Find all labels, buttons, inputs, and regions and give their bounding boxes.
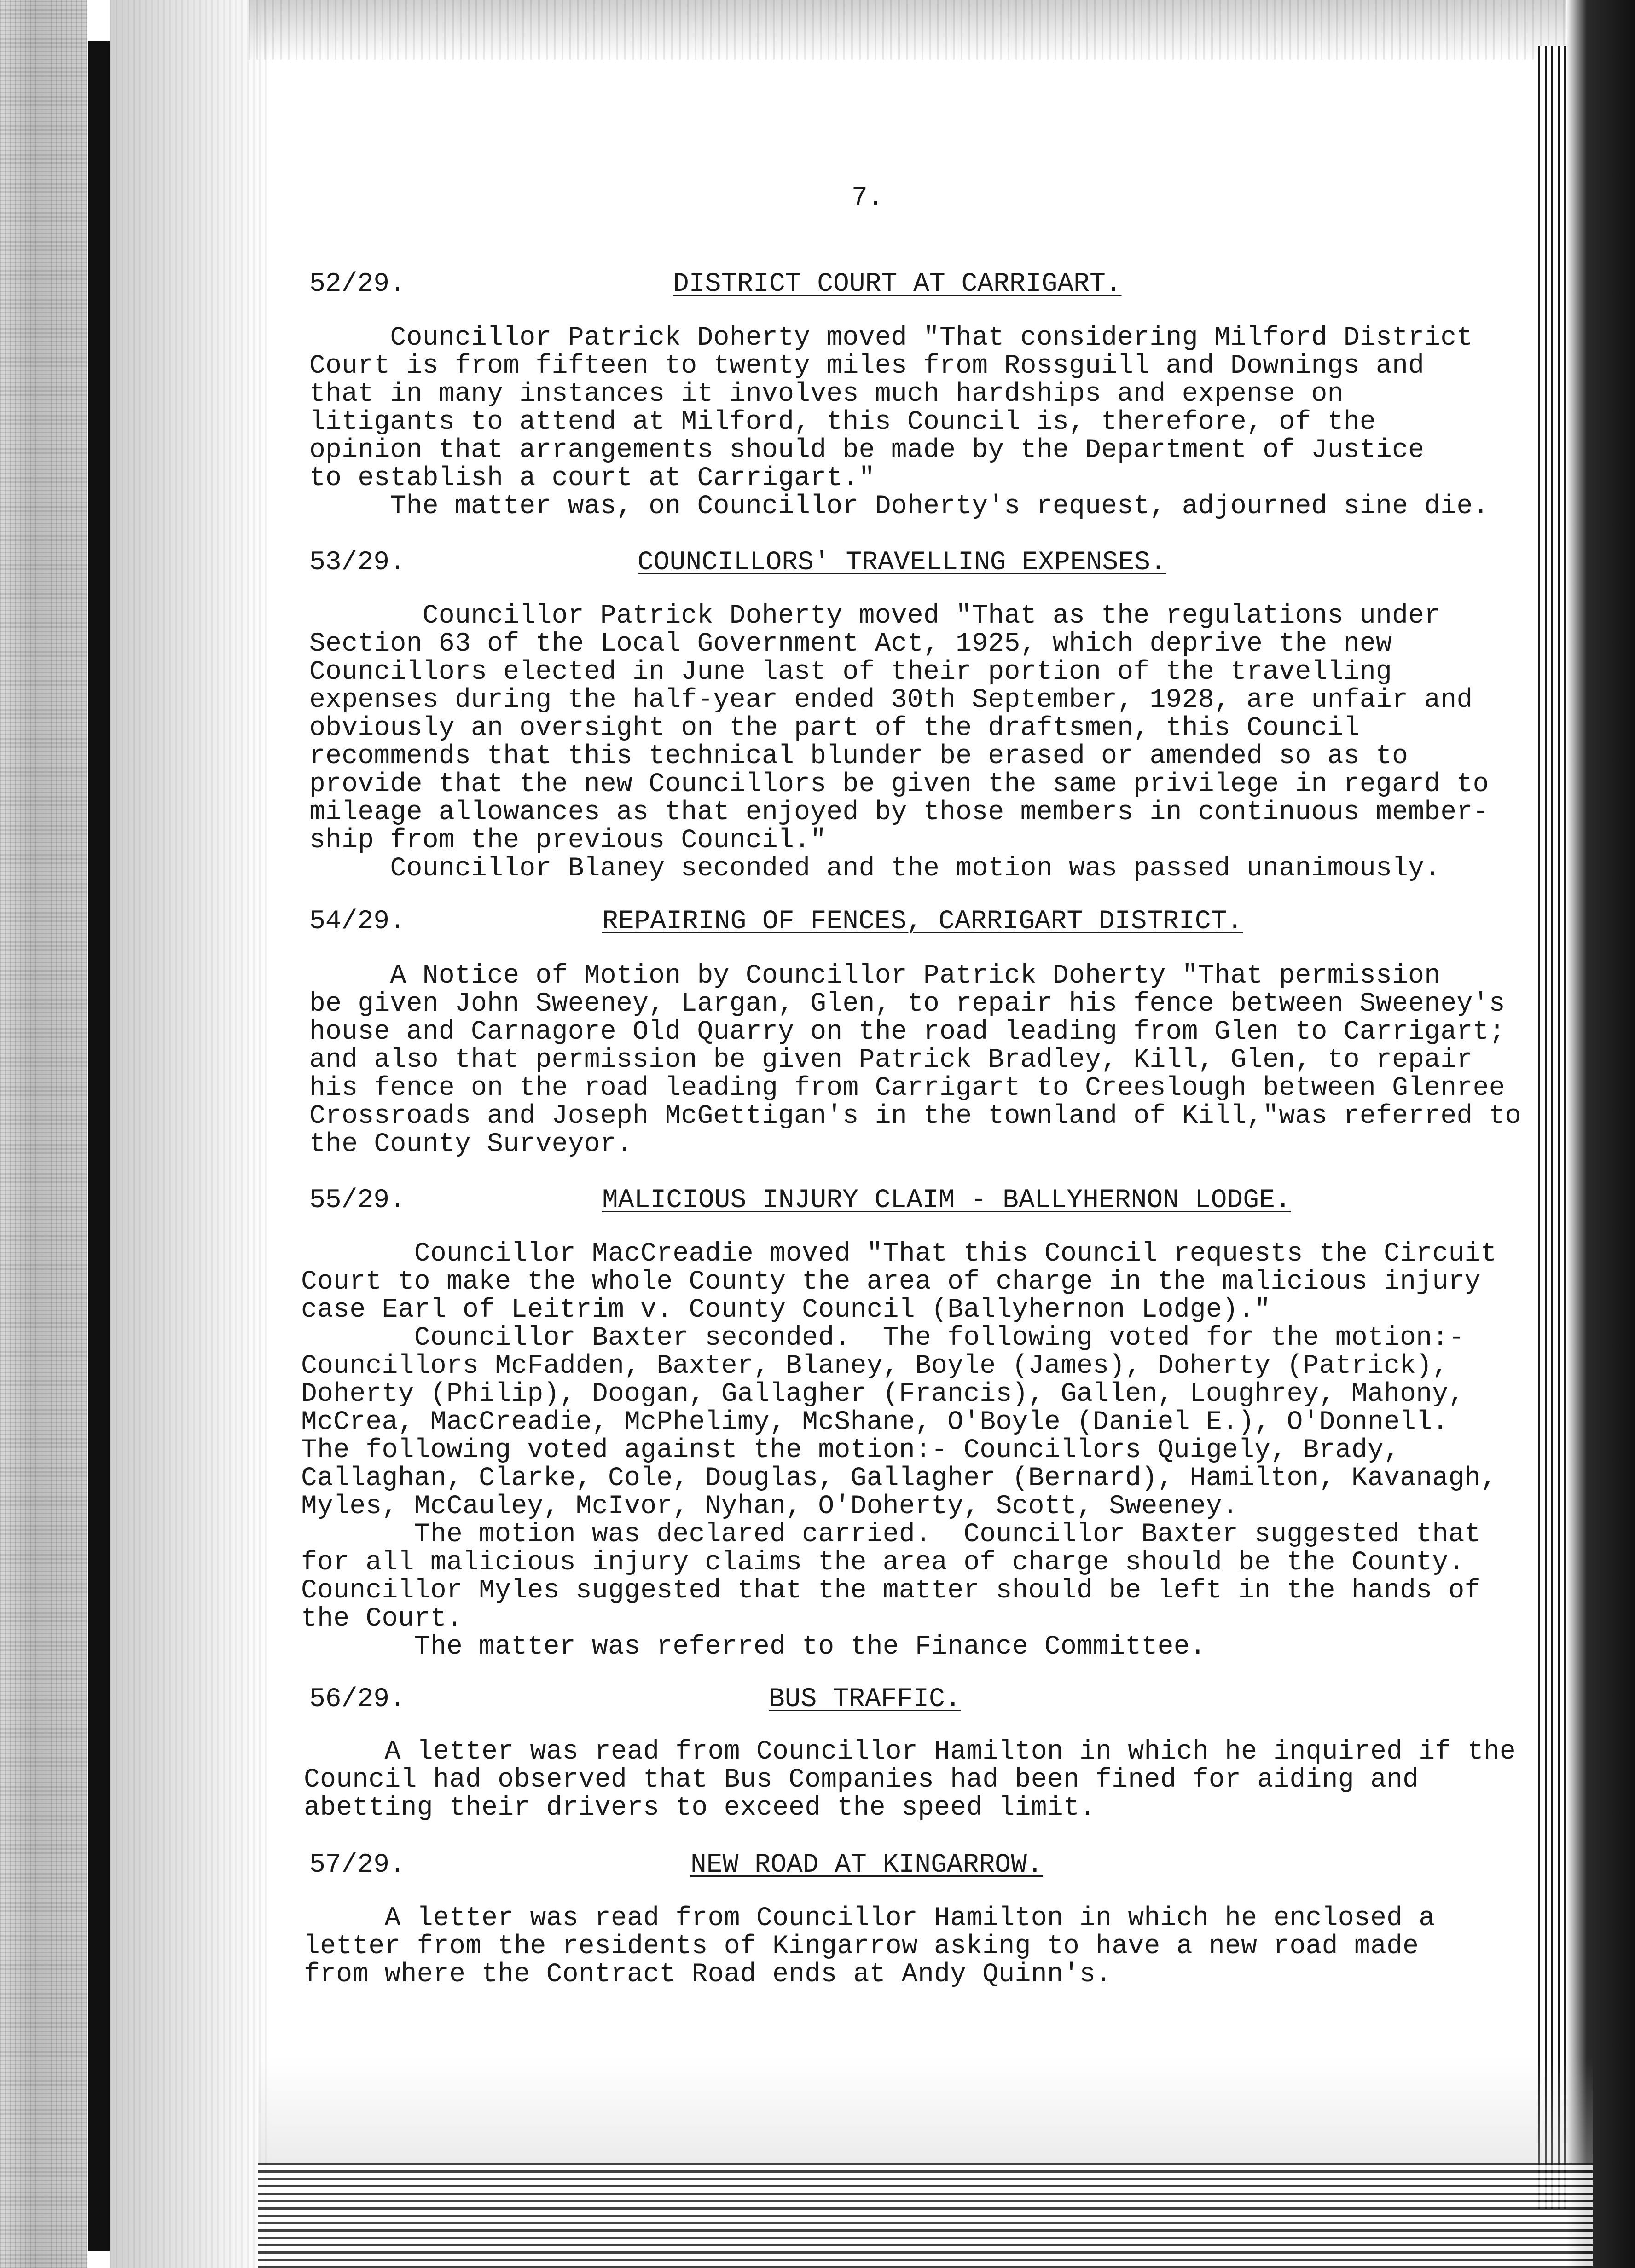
minute-number: 54/29.	[309, 907, 406, 937]
text-line: Councillor MacCreadie moved "That this Council requests the Circuit	[301, 1239, 1497, 1269]
text-line: Council had observed that Bus Companies had been fined for aiding and	[304, 1765, 1419, 1795]
text-line: letter from the residents of Kingarrow asking to have a new road made	[304, 1932, 1419, 1961]
text-line: opinion that arrangements should be made by the Department of Justice	[309, 435, 1425, 465]
text-line: The following voted against the motion:- Councillors Quigely, Brady,	[301, 1435, 1400, 1465]
text-line: be given John Sweeney, Largan, Glen, to repair his fence between Sweeney's	[309, 989, 1505, 1019]
text-line: Myles, McCauley, McIvor, Nyhan, O'Doherty, Scott, Sweeney.	[301, 1492, 1239, 1522]
minute-number: 53/29.	[309, 548, 406, 578]
minute-number: 57/29.	[309, 1850, 406, 1880]
text-line: The matter was, on Councillor Doherty's request, adjourned sine die.	[309, 492, 1489, 521]
text-line: obviously an oversight on the part of the draftsmen, this Council	[309, 713, 1360, 743]
text-line: Court to make the whole County the area of charge in the malicious injury	[301, 1267, 1481, 1297]
section-heading: DISTRICT COURT AT CARRIGART.	[673, 269, 1122, 299]
text-line: Doherty (Philip), Doogan, Gallagher (Francis), Gallen, Loughrey, Mahony,	[301, 1379, 1465, 1409]
text-line: A Notice of Motion by Councillor Patrick Doherty "That permission	[309, 961, 1441, 991]
bottom-shading	[258, 2057, 1593, 2163]
text-line: Crossroads and Joseph McGettigan's in the townland of Kill,"was referred to	[309, 1101, 1521, 1131]
binding-gutter-shade	[110, 0, 271, 2268]
text-line: Councillors McFadden, Baxter, Blaney, Boyle (James), Doherty (Patrick),	[301, 1351, 1449, 1381]
top-page-edge	[249, 0, 1620, 60]
text-line: recommends that this technical blunder be erased or amended so as to	[309, 741, 1409, 771]
minute-number: 52/29.	[309, 269, 406, 299]
section-heading: MALICIOUS INJURY CLAIM - BALLYHERNON LODGE.	[602, 1186, 1291, 1215]
text-line: Court is from fifteen to twenty miles from Rossguill and Downings and	[309, 351, 1425, 381]
text-line: ship from the previous Council."	[309, 826, 827, 856]
text-line: Councillor Myles suggested that the matter should be left in the hands of	[301, 1576, 1481, 1606]
text-line: Section 63 of the Local Government Act, 1925, which deprive the new	[309, 629, 1392, 659]
right-scan-edge	[1566, 0, 1635, 2268]
text-line: the Court.	[301, 1604, 463, 1634]
text-line: Councillor Patrick Doherty moved "That considering Milford District	[309, 323, 1473, 353]
text-line: provide that the new Councillors be given the same privilege in regard to	[309, 770, 1489, 799]
text-line: for all malicious injury claims the area of charge should be the County.	[301, 1548, 1465, 1578]
section-heading: REPAIRING OF FENCES, CARRIGART DISTRICT.	[602, 907, 1243, 937]
text-line: expenses during the half-year ended 30th September, 1928, are unfair and	[309, 685, 1473, 715]
text-line: house and Carnagore Old Quarry on the road leading from Glen to Carrigart;	[309, 1017, 1505, 1047]
page-number: 7.	[852, 183, 884, 213]
text-line: A letter was read from Councillor Hamilton in which he inquired if the	[304, 1737, 1516, 1767]
stacked-pages-bottom-edge	[258, 2163, 1593, 2268]
text-line: abetting their drivers to exceed the speed limit.	[304, 1793, 1096, 1823]
text-line: his fence on the road leading from Carrigart to Creeslough between Glenree	[309, 1073, 1505, 1103]
text-line: McCrea, MacCreadie, McPhelimy, McShane, O'Boyle (Daniel E.), O'Donnell.	[301, 1407, 1449, 1437]
text-line: litigants to attend at Milford, this Council is, therefore, of the	[309, 407, 1376, 437]
text-line: Callaghan, Clarke, Cole, Douglas, Gallagher (Bernard), Hamilton, Kavanagh,	[301, 1464, 1497, 1493]
text-line: that in many instances it involves much hardships and expense on	[309, 379, 1344, 409]
minute-number: 56/29.	[309, 1684, 406, 1714]
section-heading: NEW ROAD AT KINGARROW.	[690, 1850, 1043, 1880]
text-line: to establish a court at Carrigart."	[309, 463, 875, 493]
text-line: The matter was referred to the Finance Committee.	[301, 1632, 1206, 1662]
text-line: from where the Contract Road ends at Andy Quinn's.	[304, 1960, 1112, 1990]
text-line: Councillor Baxter seconded. The following voted for the motion:-	[301, 1323, 1465, 1353]
binding-edge	[0, 0, 87, 2268]
text-line: Councillor Patrick Doherty moved "That as the regulations under	[309, 601, 1441, 631]
minute-number: 55/29.	[309, 1186, 406, 1215]
text-line: The motion was declared carried. Councillor Baxter suggested that	[301, 1520, 1481, 1550]
section-heading: COUNCILLORS' TRAVELLING EXPENSES.	[638, 548, 1166, 578]
text-line: and also that permission be given Patrick Bradley, Kill, Glen, to repair	[309, 1045, 1473, 1075]
binding-shadow-bar	[88, 41, 110, 2251]
text-line: Councillors elected in June last of their portion of the travelling	[309, 657, 1392, 687]
text-line: mileage allowances as that enjoyed by those members in continuous member-	[309, 798, 1489, 827]
section-heading: BUS TRAFFIC.	[769, 1684, 961, 1714]
text-line: case Earl of Leitrim v. County Council (Ballyhernon Lodge)."	[301, 1295, 1271, 1325]
stacked-pages-edge	[1538, 46, 1566, 2209]
text-line: Councillor Blaney seconded and the motion was passed unanimously.	[309, 854, 1441, 884]
text-line: A letter was read from Councillor Hamilton in which he enclosed a	[304, 1904, 1435, 1933]
text-line: the County Surveyor.	[309, 1129, 633, 1159]
